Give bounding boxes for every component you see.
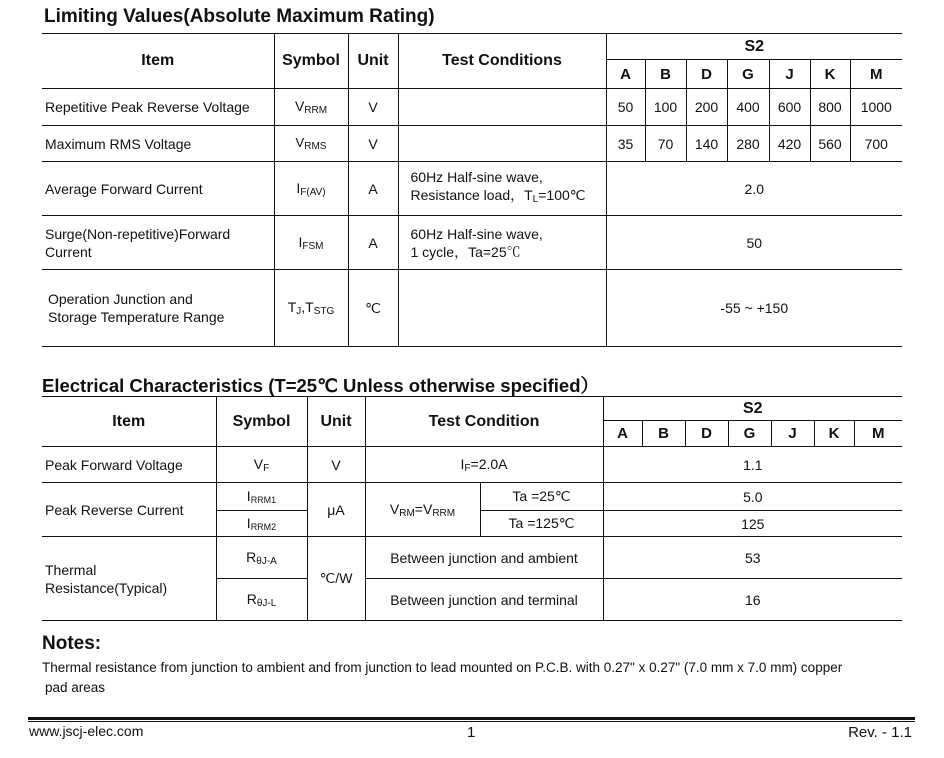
table-row [42, 447, 902, 483]
header-test-condition: Test Condition [365, 397, 603, 447]
header-test-conditions: Test Conditions [398, 34, 606, 89]
test-condition [398, 216, 606, 270]
footer-divider [28, 717, 915, 720]
limiting-values-table [42, 33, 902, 347]
grade-j: J [769, 60, 810, 89]
grade-b: B [642, 421, 685, 447]
symbol: $I_{RRM1}$ [216, 483, 307, 511]
item-label: Repetitive Peak Reverse Voltage [42, 89, 274, 126]
notes-text-line2: pad areas [45, 680, 106, 695]
value-k: 800 [810, 89, 850, 126]
value-all-grades: 125 [603, 511, 902, 537]
temperature-condition: Ta =25℃ [480, 483, 603, 511]
header-part-number: S2 [603, 397, 902, 421]
value-d: 140 [686, 126, 727, 162]
grade-k: K [814, 421, 854, 447]
table-row [42, 89, 902, 126]
grade-m: M [850, 60, 902, 89]
grade-d: D [686, 60, 727, 89]
electrical-characteristics-table [42, 396, 902, 621]
table-row [42, 537, 902, 579]
condition-line: 60Hz Half-sine wave, [410, 225, 543, 242]
test-condition [398, 270, 606, 347]
value-j: 600 [769, 89, 810, 126]
symbol: $R_{\theta J-A}$ [216, 537, 307, 579]
table-row [42, 126, 902, 162]
notes-title: Notes: [42, 633, 102, 654]
grade-m: M [854, 421, 902, 447]
footer-revision: Rev. - 1.1 [848, 724, 912, 741]
value-g: 400 [727, 89, 769, 126]
header-unit: Unit [348, 34, 398, 89]
grade-g: G [728, 421, 771, 447]
grade-a: A [606, 60, 645, 89]
item-label: Peak Forward Voltage [42, 447, 216, 483]
unit: ℃ [348, 270, 398, 347]
footer-divider-thin [28, 721, 915, 722]
condition-line: 1 cycle，Ta=25℃ [410, 243, 521, 260]
value-a: 50 [606, 89, 645, 126]
temperature-condition: Ta =125℃ [480, 511, 603, 537]
limiting-values-title: Limiting Values(Absolute Maximum Rating) [44, 6, 435, 27]
header-symbol: Symbol [216, 397, 307, 447]
condition-line: 60Hz Half-sine wave, [410, 169, 543, 185]
grade-b: B [645, 60, 686, 89]
header-part-number: S2 [606, 34, 902, 60]
value-m: 1000 [850, 89, 902, 126]
symbol: $I_{RRM2}$ [216, 511, 307, 537]
footer-website: www.jscj-elec.com [29, 723, 144, 739]
test-condition [398, 126, 606, 162]
unit: A [348, 216, 398, 270]
value-all-grades: 2.0 [606, 162, 902, 216]
item-label: Maximum RMS Voltage [42, 126, 274, 162]
grade-a: A [603, 421, 642, 447]
header-item: Item [42, 397, 216, 447]
symbol: $I_{F(AV)}$ [274, 162, 348, 216]
header-item: Item [42, 34, 274, 89]
unit: ℃/W [307, 537, 365, 621]
unit: V [307, 447, 365, 483]
table-row [42, 270, 902, 347]
symbol: $R_{\theta J-L}$ [216, 579, 307, 621]
test-condition [398, 162, 606, 216]
value-g: 280 [727, 126, 769, 162]
value-k: 560 [810, 126, 850, 162]
grade-g: G [727, 60, 769, 89]
value-m: 700 [850, 126, 902, 162]
test-condition: Between junction and terminal [365, 579, 603, 621]
notes-text-line1: Thermal resistance from junction to ambient and from junction to lead mounted on P.C.B. with 0.27" x 0.27" (7.0 mm x 7.0 mm) copper [42, 660, 843, 675]
test-condition: $V_{RM}=V_{RRM}$ [365, 483, 480, 537]
value-all-grades: 53 [603, 537, 902, 579]
value-all-grades: 5.0 [603, 483, 902, 511]
symbol: $I_{FSM}$ [274, 216, 348, 270]
symbol: $V_F$ [216, 447, 307, 483]
value-a: 35 [606, 126, 645, 162]
table-row [42, 483, 902, 511]
item-label: Thermal Resistance(Typical) [42, 537, 216, 621]
item-label: Peak Reverse Current [42, 483, 216, 537]
table-row [42, 162, 902, 216]
value-all-grades: -55 ~ +150 [606, 270, 902, 347]
value-j: 420 [769, 126, 810, 162]
electrical-characteristics-title: Electrical Characteristics (T=25℃ Unless otherwise specified） [42, 375, 599, 396]
item-label: Operation Junction and Storage Temperature Range [42, 270, 274, 347]
symbol: $V_{RRM}$ [274, 89, 348, 126]
grade-d: D [685, 421, 728, 447]
value-all-grades: 50 [606, 216, 902, 270]
test-condition [398, 89, 606, 126]
test-condition: Between junction and ambient [365, 537, 603, 579]
item-label: Surge(Non-repetitive)Forward Current [42, 216, 274, 270]
header-unit: Unit [307, 397, 365, 447]
value-all-grades: 1.1 [603, 447, 902, 483]
grade-k: K [810, 60, 850, 89]
footer-page-number: 1 [467, 724, 476, 741]
value-b: 100 [645, 89, 686, 126]
value-all-grades: 16 [603, 579, 902, 621]
header-symbol: Symbol [274, 34, 348, 89]
table-row [42, 216, 902, 270]
unit: V [348, 89, 398, 126]
unit: μA [307, 483, 365, 537]
value-b: 70 [645, 126, 686, 162]
test-condition: $I_F=2.0A$ [365, 447, 603, 483]
unit: A [348, 162, 398, 216]
value-d: 200 [686, 89, 727, 126]
grade-j: J [771, 421, 814, 447]
condition-line: Resistance load，$T_L=100℃$ [410, 187, 586, 205]
item-label: Average Forward Current [42, 162, 274, 216]
unit: V [348, 126, 398, 162]
symbol: $T_J,T_{STG}$ [274, 270, 348, 347]
symbol: $V_{RMS}$ [274, 126, 348, 162]
